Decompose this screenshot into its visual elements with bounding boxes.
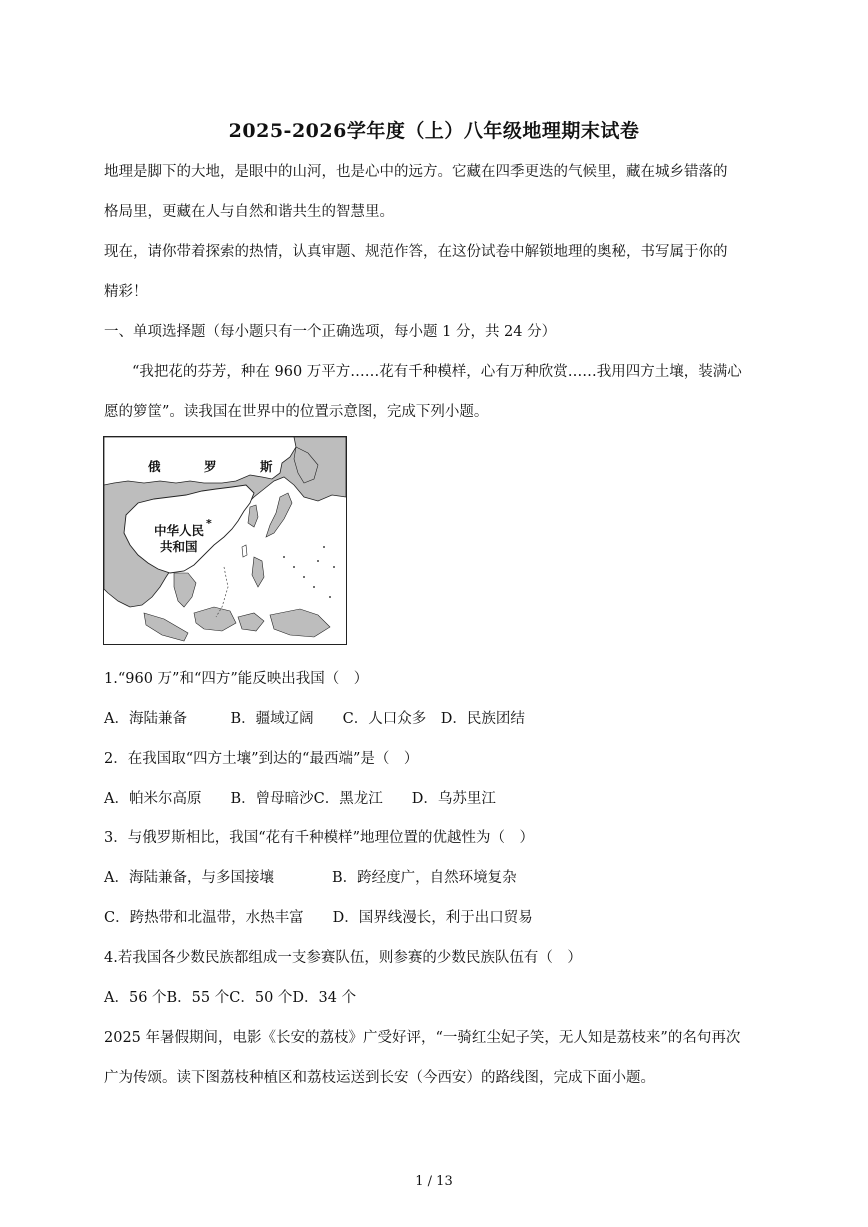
passage1-line-2: 愿的箩筐”。读我国在世界中的位置示意图，完成下列小题。 [104, 404, 489, 420]
question-2-options: A．帕米尔高原 B．曾母暗沙C．黑龙江 D．乌苏里江 [104, 791, 496, 807]
intro-line-3: 现在，请你带着探索的热情，认真审题、规范作答，在这份试卷中解锁地理的奥秘，书写属于你的 [104, 244, 728, 260]
map-label-china-2: 共和国 [160, 539, 198, 554]
capital-mark-icon: * [206, 517, 212, 530]
exam-title: 2025-2026学年度（上）八年级地理期末试卷 [228, 120, 640, 142]
intro-line-2: 格局里，更藏在人与自然和谐共生的智慧里。 [104, 204, 394, 220]
section-heading: 一、单项选择题（每小题只有一个正确选项，每小题 1 分，共 24 分） [104, 324, 557, 340]
intro-line-1: 地理是脚下的大地，是眼中的山河，也是心中的远方。它藏在四季更迭的气候里，藏在城乡错落的 [104, 164, 728, 180]
question-4-stem: 4.若我国各少数民族都组成一支参赛队伍，则参赛的少数民族队伍有（ ） [104, 950, 582, 966]
intro-line-4: 精彩！ [104, 284, 148, 300]
passage2-line-1: 2025 年暑假期间，电影《长安的荔枝》广受好评，“一骑红尘妃子笑，无人知是荔枝来”的名句再次 [104, 1030, 741, 1046]
question-3-options-2: C．跨热带和北温带，水热丰富 D．国界线漫长，利于出口贸易 [104, 910, 533, 926]
china-location-map [103, 436, 347, 645]
question-1-options: A．海陆兼备 B．疆域辽阔 C．人口众多 D．民族团结 [104, 711, 525, 727]
question-4-options: A．56 个B．55 个C．50 个D．34 个 [104, 990, 357, 1006]
map-label-china-1: 中华人民 [154, 523, 205, 538]
map-drawing [104, 437, 346, 644]
question-3-options-1: A．海陆兼备，与多国接壤 B．跨经度广，自然环境复杂 [104, 870, 517, 886]
map-label-russia-1: 俄 [148, 459, 161, 474]
question-2-stem: 2．在我国取“四方土壤”到达的“最西端”是（ ） [104, 751, 419, 767]
map-label-russia-2: 罗 [204, 459, 217, 474]
question-1-stem: 1.“960 万”和“四方”能反映出我国（ ） [104, 671, 369, 687]
question-3-stem: 3．与俄罗斯相比，我国“花有千种模样”地理位置的优越性为（ ） [104, 830, 535, 846]
passage1-line-1: “我把花的芬芳，种在 960 万平方……花有千种模样，心有万种欣赏……我用四方土壤，装满心 [132, 364, 742, 380]
page-number: 1 / 13 [415, 1174, 453, 1189]
passage2-line-2: 广为传颂。读下图荔枝种植区和荔枝运送到长安（今西安）的路线图，完成下面小题。 [104, 1070, 655, 1086]
map-label-russia-3: 斯 [260, 459, 273, 474]
